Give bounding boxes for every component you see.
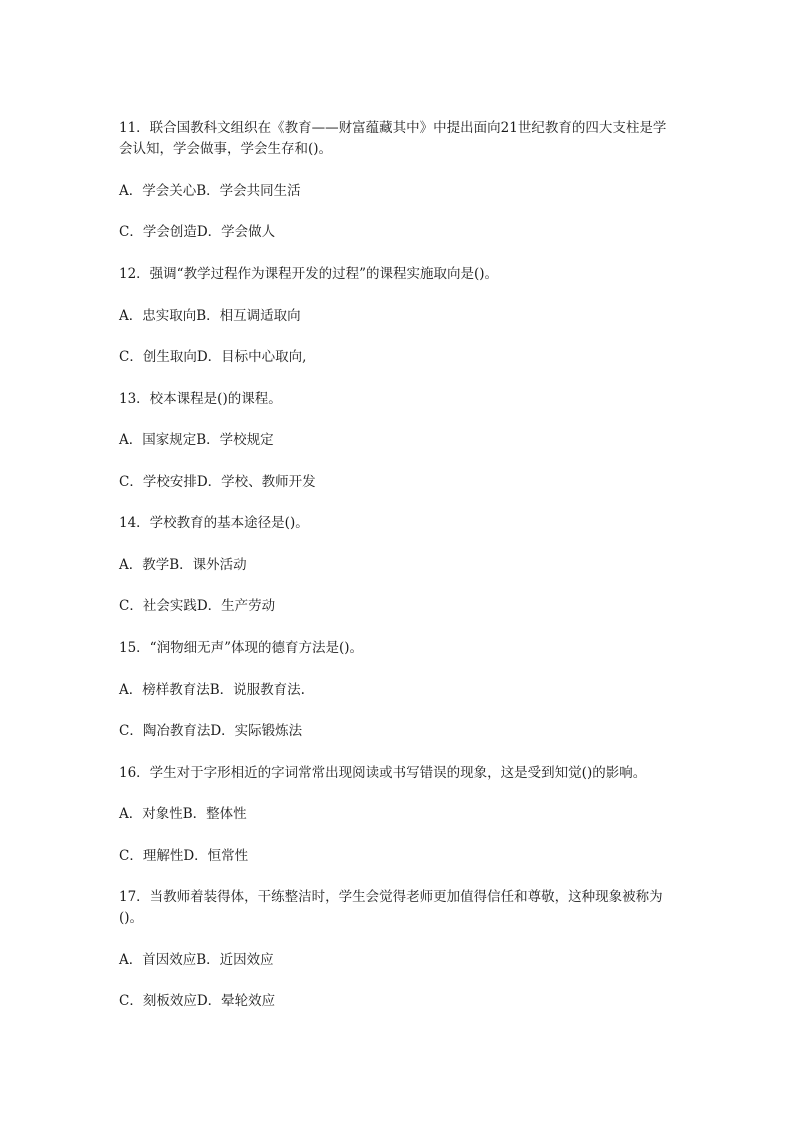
question-11-stem: 11．联合国教科文组织在《教育——财富蕴藏其中》中提出面向21世纪教育的四大支柱是学会认知，学会做事，学会生存和()。 [119,120,667,157]
question-12-options-cd: C．创生取向D．目标中心取向, [119,349,307,365]
question-15-stem: 15．“润物细无声”体现的德育方法是()。 [119,640,364,656]
question-11-options-cd: C．学会创造D．学会做人 [119,224,276,240]
question-14-options-cd: C．社会实践D．生产劳动 [119,598,276,614]
question-15-options-cd: C．陶冶教育法D．实际锻炼法 [119,723,303,739]
question-17-options-ab: A．首因效应B．近因效应 [119,952,274,968]
question-11-options-ab: A．学会关心B．学会共同生活 [119,183,301,199]
question-12-options-ab: A．忠实取向B．相互调适取向 [119,308,301,324]
question-17-stem: 17．当教师着装得体，干练整洁时，学生会觉得老师更加值得信任和尊敬，这种现象被称为()。 [119,889,663,926]
question-13-stem: 13．校本课程是()的课程。 [119,391,282,407]
question-16-stem: 16．学生对于字形相近的字词常常出现阅读或书写错误的现象，这是受到知觉()的影响。 [119,765,647,781]
question-17-options-cd: C．刻板效应D．晕轮效应 [119,993,276,1009]
question-14-options-ab: A．教学B．课外活动 [119,557,247,573]
question-16-options-ab: A．对象性B．整体性 [119,806,247,822]
question-16-options-cd: C．理解性D．恒常性 [119,848,249,864]
question-15-options-ab: A．榜样教育法B．说服教育法. [119,682,305,698]
question-13-options-ab: A．国家规定B．学校规定 [119,432,274,448]
question-12-stem: 12．强调“教学过程作为课程开发的过程”的课程实施取向是()。 [119,266,499,282]
question-14-stem: 14．学校教育的基本途径是()。 [119,515,309,531]
question-13-options-cd: C．学校安排D．学校、教师开发 [119,474,316,490]
